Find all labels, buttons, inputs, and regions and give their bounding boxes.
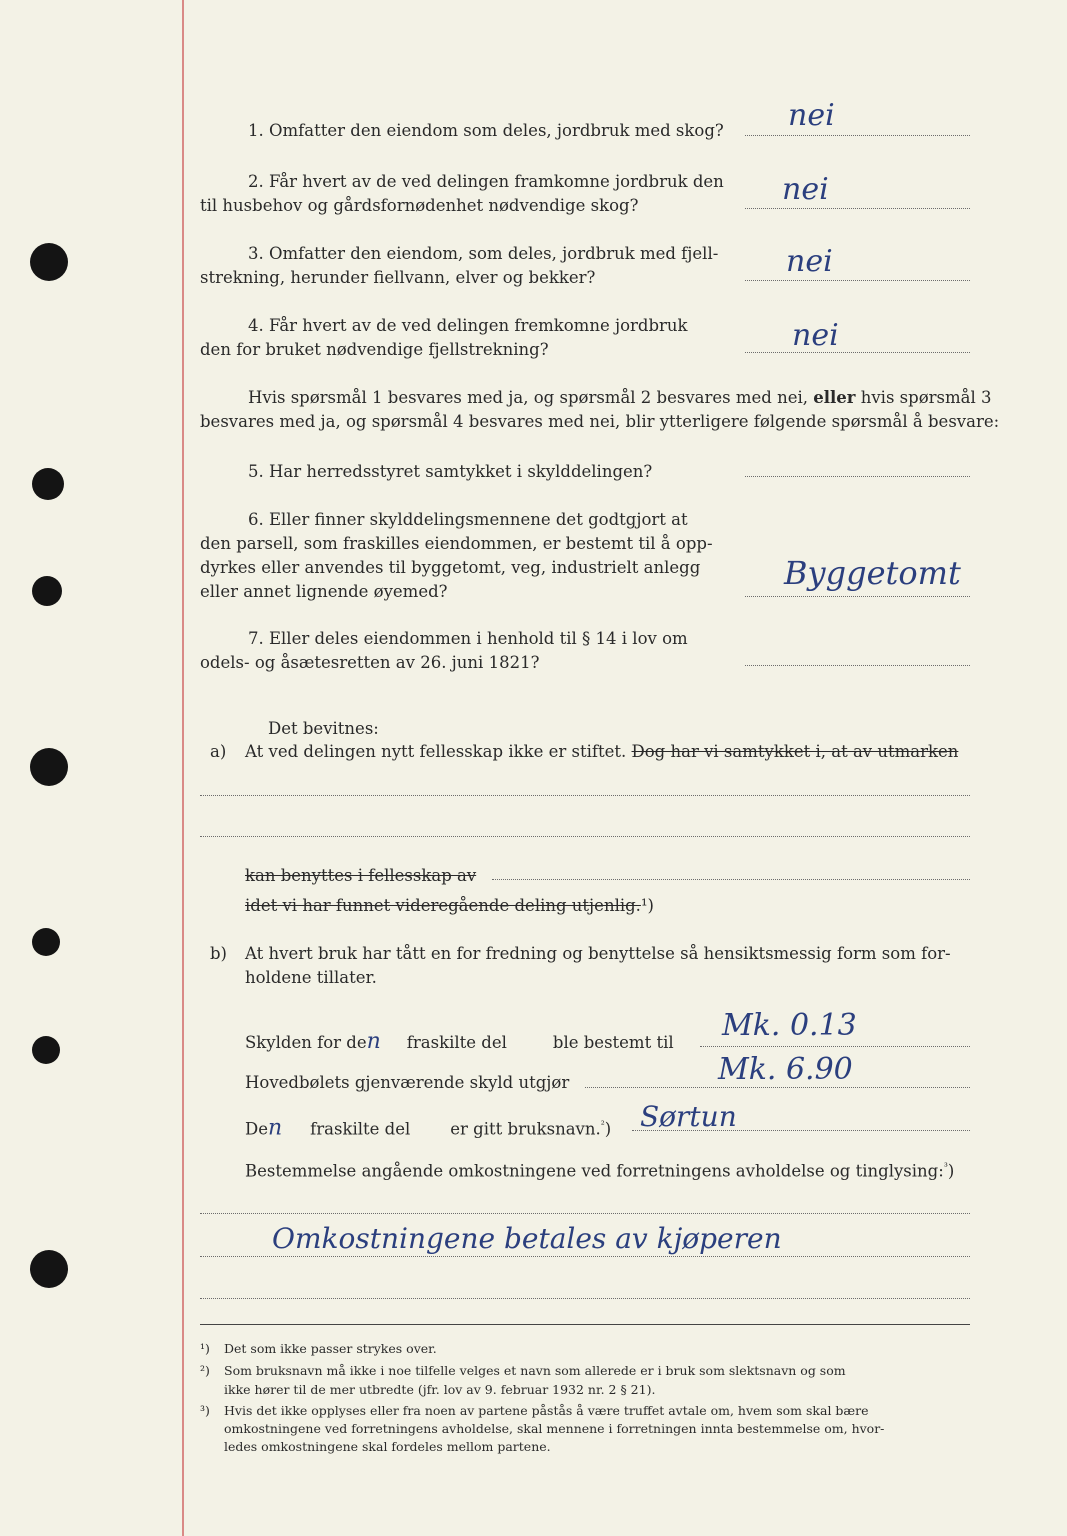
answer-line <box>745 280 970 281</box>
question-7-text: 7. Eller deles eiendommen i henhold til § 14 i lov om <box>248 629 688 648</box>
punch-hole <box>30 748 68 786</box>
punch-hole <box>32 468 64 500</box>
footnote-text: ledes omkostningene skal fordeles mellom partene. <box>224 1439 551 1454</box>
handwritten-hovedbol: Mk. 6.90 <box>718 1052 853 1087</box>
blank-line <box>492 879 970 880</box>
question-5-text: 5. Har herredsstyret samtykket i skylddelingen? <box>248 462 653 481</box>
handwritten-skyld: Mk. 0.13 <box>722 1008 857 1043</box>
handwritten-answer: nei <box>782 172 829 207</box>
struck-text: kan benyttes i fellesskap av <box>245 866 477 885</box>
question-6-text: 6. Eller finner skylddelingsmennene det godtgjort at <box>248 510 688 529</box>
question-1-text: 1. Omfatter den eiendom som deles, jordbruk med skog? <box>248 121 724 140</box>
question-2-text: til husbehov og gårdsfornødenhet nødvendige skog? <box>200 196 639 215</box>
answer-line <box>745 665 970 666</box>
footnote-text: omkostningene ved forretningens avholdelse, skal mennene i forretningen innta bestemmelse om, hvor- <box>224 1421 885 1436</box>
footnote-marker: ³) <box>200 1403 210 1418</box>
answer-line <box>745 135 970 136</box>
footnote-text: Hvis det ikke opplyses eller fra noen av partene påstås å være truffet avtale om, hvem som skal bære <box>224 1403 869 1418</box>
footnote-text: Som bruksnavn må ikke i noe tilfelle velges et navn som allerede er i bruk som slektsnavn og som <box>224 1363 846 1378</box>
question-4-text: den for bruket nødvendige fjellstrekning? <box>200 340 549 359</box>
attestation-heading: Det bevitnes: <box>268 719 379 738</box>
handwritten-bruksnavn: Sørtun <box>640 1100 737 1133</box>
punch-hole <box>30 243 68 281</box>
hovedbol-label: Hovedbølets gjenværende skyld utgjør <box>245 1073 570 1092</box>
attestation-a-text: At ved delingen nytt fellesskap ikke er stiftet. Dog har vi samtykket i, at av utmarken <box>245 742 959 761</box>
footnote-text: Det som ikke passer strykes over. <box>224 1341 437 1356</box>
footnote-text: ikke hører til de mer utbredte (jfr. lov av 9. februar 1932 nr. 2 § 21). <box>224 1382 656 1397</box>
blank-line <box>200 836 970 837</box>
omkostning-heading: Bestemmelse angående omkostningene ved forretningens avholdelse og tinglysing:$^{^3}$) <box>245 1161 955 1181</box>
question-3-text: strekning, herunder fiellvann, elver og bekker? <box>200 268 596 287</box>
question-4-text: 4. Får hvert av de ved delingen fremkomne jordbruk <box>248 316 688 335</box>
blank-line <box>200 1298 970 1299</box>
blank-line <box>200 1213 970 1214</box>
condition-paragraph: besvares med ja, og spørsmål 4 besvares med nei, blir ytterligere følgende spørsmål å besvare: <box>200 412 1000 431</box>
attestation-b-label: b) <box>210 944 227 963</box>
question-6-text: eller annet lignende øyemed? <box>200 582 448 601</box>
handwritten-answer: nei <box>786 244 833 279</box>
struck-text: Dog har vi samtykket i, at av utmarken <box>631 742 959 761</box>
handwritten-answer: nei <box>788 98 835 133</box>
attestation-a-label: a) <box>210 742 227 761</box>
punch-hole <box>32 576 62 606</box>
bruksnavn-label: Den fraskilte del er gitt bruksnavn.$^{^2}$) <box>245 1115 612 1141</box>
question-2-text: 2. Får hvert av de ved delingen framkomne jordbruk den <box>248 172 724 191</box>
punch-hole <box>32 1036 60 1064</box>
field-line <box>585 1087 970 1088</box>
footnote-marker: ²) <box>200 1363 210 1378</box>
attestation-b-text: holdene tillater. <box>245 968 377 987</box>
answer-line <box>745 596 970 597</box>
footnote-rule <box>200 1324 970 1325</box>
punch-hole <box>30 1250 68 1288</box>
handwritten-omkostning: Omkostningene betales av kjøperen <box>272 1222 782 1255</box>
question-6-text: dyrkes eller anvendes til byggetomt, veg, industrielt anlegg <box>200 558 701 577</box>
field-line <box>700 1046 970 1047</box>
answer-line <box>745 352 970 353</box>
skyld-label: Skylden for den fraskilte del ble bestemt til <box>245 1029 674 1054</box>
answer-line <box>745 476 970 477</box>
footnote-marker: ¹) <box>200 1341 210 1356</box>
struck-text: idet vi har funnet videregående deling utjenlig.¹) <box>245 896 654 915</box>
punch-hole <box>32 928 60 956</box>
question-3-text: 3. Omfatter den eiendom, som deles, jordbruk med fjell- <box>248 244 719 263</box>
handwritten-answer: nei <box>792 318 839 353</box>
blank-line <box>200 1256 970 1257</box>
blank-line <box>200 795 970 796</box>
attestation-b-text: At hvert bruk har tått en for fredning og benyttelse så hensiktsmessig form som for- <box>245 944 951 963</box>
question-7-text: odels- og åsætesretten av 26. juni 1821? <box>200 653 540 672</box>
handwritten-answer: Byggetomt <box>784 554 961 592</box>
red-margin-line <box>182 0 184 1536</box>
answer-line <box>745 208 970 209</box>
question-6-text: den parsell, som fraskilles eiendommen, er bestemt til å opp- <box>200 534 713 553</box>
condition-paragraph: Hvis spørsmål 1 besvares med ja, og spørsmål 2 besvares med nei, eller hvis spørsmål 3 <box>248 388 992 407</box>
